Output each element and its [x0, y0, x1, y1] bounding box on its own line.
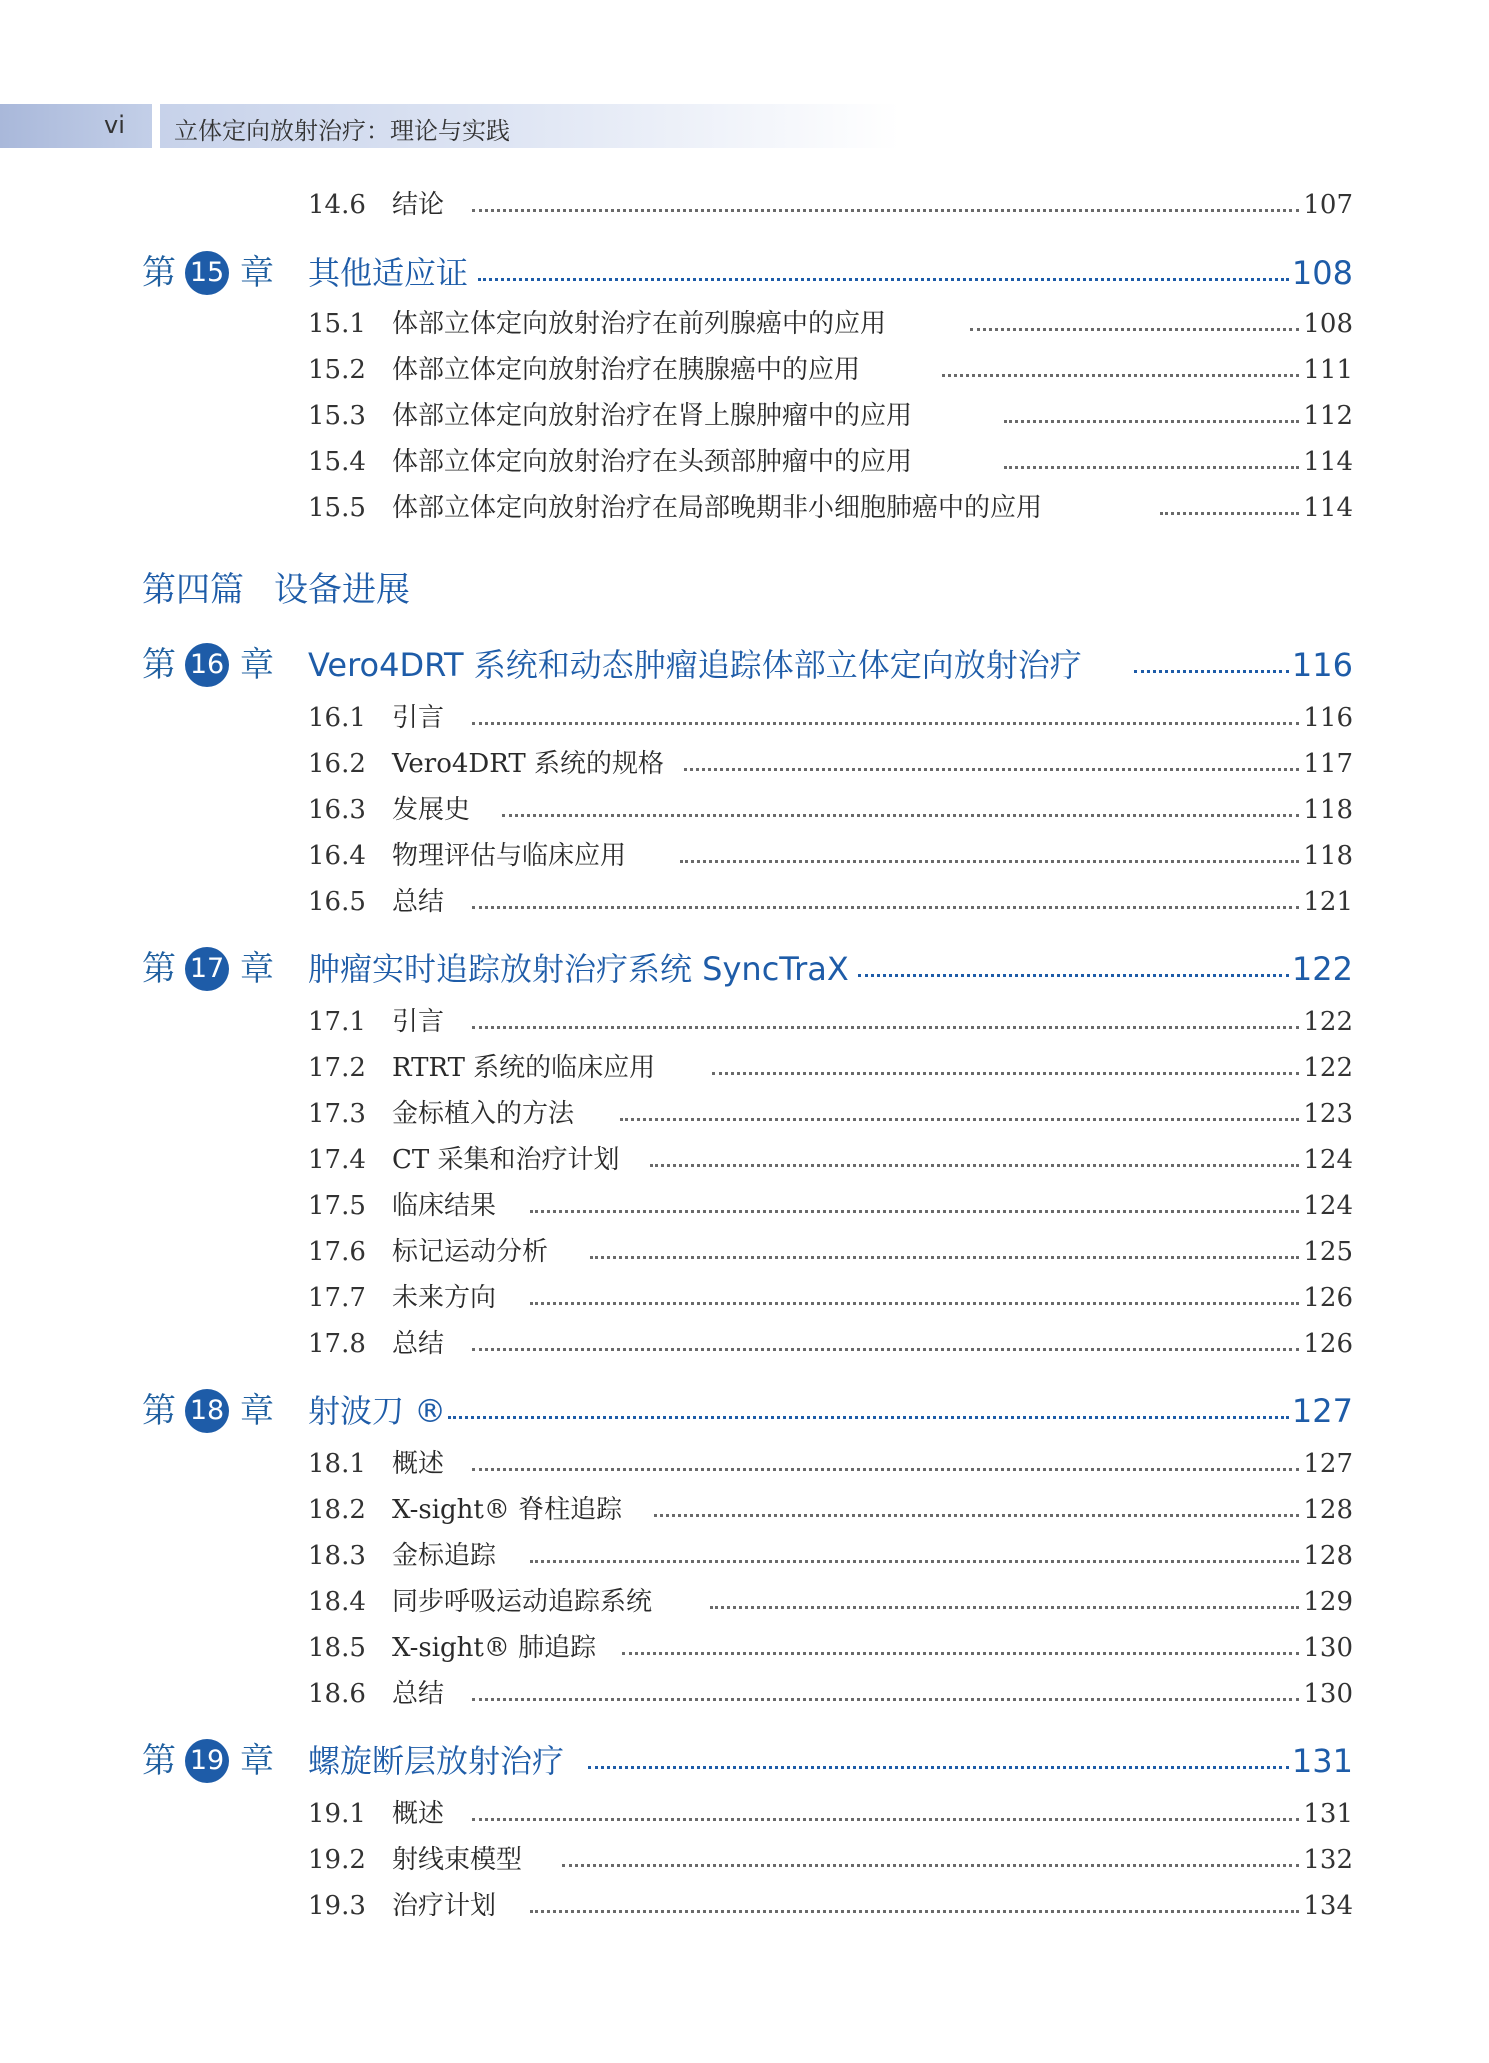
toc-section-row[interactable] — [0, 1140, 1489, 1180]
dot-leader — [710, 1606, 1299, 1609]
toc-section-row[interactable] — [0, 396, 1489, 436]
section-number: 18.3 — [308, 1541, 366, 1571]
section-number: 18.2 — [308, 1495, 366, 1525]
section-number: 16.2 — [308, 749, 366, 779]
book-title: 立体定向放射治疗：理论与实践 — [174, 117, 510, 145]
toc-section-row[interactable] — [0, 185, 1489, 225]
dot-leader — [472, 722, 1299, 725]
chapter-prefix: 第 — [142, 645, 176, 685]
dot-leader — [530, 1210, 1299, 1213]
section-number: 15.1 — [308, 309, 366, 339]
section-page: 114 — [1303, 447, 1353, 477]
toc-section-row[interactable] — [0, 698, 1489, 738]
dot-leader — [530, 1910, 1299, 1913]
dot-leader — [530, 1560, 1299, 1563]
section-page: 132 — [1303, 1845, 1353, 1875]
toc-section-row[interactable] — [0, 1490, 1489, 1530]
chapter-prefix: 第 — [142, 1741, 176, 1781]
section-title: 射线束模型 — [392, 1845, 523, 1875]
section-title: 治疗计划 — [392, 1891, 497, 1921]
toc-section-row[interactable] — [0, 882, 1489, 922]
chapter-page: 108 — [1291, 254, 1353, 292]
dot-leader — [502, 814, 1299, 817]
section-number: 19.2 — [308, 1845, 366, 1875]
chapter-title: 肿瘤实时追踪放射治疗系统 SyncTraX — [308, 950, 849, 988]
chapter-title: 射波刀 ® — [308, 1392, 447, 1430]
chapter-number-badge: 19 — [185, 1739, 229, 1783]
section-page: 117 — [1303, 749, 1353, 779]
section-number: 18.1 — [308, 1449, 366, 1479]
section-number: 18.5 — [308, 1633, 366, 1663]
chapter-number-badge: 17 — [185, 947, 229, 991]
section-page: 125 — [1303, 1237, 1353, 1267]
section-number: 16.5 — [308, 887, 366, 917]
section-title: 体部立体定向放射治疗在胰腺癌中的应用 — [392, 355, 861, 385]
toc-section-row[interactable] — [0, 1536, 1489, 1576]
dot-leader — [622, 1652, 1299, 1655]
dot-leader — [478, 278, 1289, 281]
section-number: 18.4 — [308, 1587, 366, 1617]
section-title: 总结 — [392, 887, 445, 917]
section-page: 108 — [1303, 309, 1353, 339]
toc-chapter-row[interactable] — [0, 942, 1489, 996]
chapter-page: 131 — [1291, 1742, 1353, 1780]
chapter-title: 螺旋断层放射治疗 — [308, 1742, 565, 1780]
section-page: 121 — [1303, 887, 1353, 917]
section-number: 17.8 — [308, 1329, 366, 1359]
toc-section-row[interactable] — [0, 1582, 1489, 1622]
section-title: 临床结果 — [392, 1191, 497, 1221]
part-heading[interactable] — [142, 562, 440, 611]
section-page: 126 — [1303, 1329, 1353, 1359]
dot-leader — [680, 860, 1299, 863]
toc-section-row[interactable] — [0, 790, 1489, 830]
section-page: 122 — [1303, 1007, 1353, 1037]
dot-leader — [472, 209, 1299, 212]
section-page: 118 — [1303, 795, 1353, 825]
page-number: vi — [104, 111, 125, 139]
dot-leader — [590, 1256, 1299, 1259]
part-label: 第四篇 — [142, 570, 244, 610]
chapter-suffix: 章 — [240, 253, 274, 293]
section-title: Vero4DRT 系统的规格 — [392, 749, 664, 779]
chapter-number-badge: 16 — [185, 643, 229, 687]
dot-leader — [620, 1118, 1299, 1121]
dot-leader — [970, 328, 1299, 331]
section-page: 123 — [1303, 1099, 1353, 1129]
toc-section-row[interactable] — [0, 1840, 1489, 1880]
section-page: 128 — [1303, 1541, 1353, 1571]
section-title: 发展史 — [392, 795, 471, 825]
dot-leader — [588, 1766, 1289, 1769]
section-title: 体部立体定向放射治疗在头颈部肿瘤中的应用 — [392, 447, 913, 477]
section-number: 14.6 — [308, 190, 366, 220]
section-page: 127 — [1303, 1449, 1353, 1479]
section-number: 15.4 — [308, 447, 366, 477]
dot-leader — [942, 374, 1299, 377]
dot-leader — [1160, 512, 1299, 515]
chapter-prefix: 第 — [142, 1391, 176, 1431]
toc-section-row[interactable] — [0, 350, 1489, 390]
section-page: 116 — [1303, 703, 1353, 733]
toc-section-row[interactable] — [0, 304, 1489, 344]
section-title: 体部立体定向放射治疗在前列腺癌中的应用 — [392, 309, 887, 339]
toc-section-row[interactable] — [0, 1794, 1489, 1834]
toc-section-row[interactable] — [0, 836, 1489, 876]
section-number: 17.6 — [308, 1237, 366, 1267]
section-number: 17.2 — [308, 1053, 366, 1083]
section-page: 124 — [1303, 1191, 1353, 1221]
dot-leader — [712, 1072, 1299, 1075]
running-header — [0, 104, 900, 148]
toc-chapter-row[interactable] — [0, 638, 1489, 692]
section-number: 17.3 — [308, 1099, 366, 1129]
chapter-suffix: 章 — [240, 1741, 274, 1781]
toc-chapter-row[interactable] — [0, 1384, 1489, 1438]
dot-leader — [654, 1514, 1299, 1517]
section-title: X-sight® 脊柱追踪 — [392, 1495, 623, 1525]
chapter-page: 127 — [1291, 1392, 1353, 1430]
chapter-suffix: 章 — [240, 949, 274, 989]
dot-leader — [1004, 420, 1299, 423]
section-number: 17.1 — [308, 1007, 366, 1037]
toc-section-row[interactable] — [0, 1278, 1489, 1318]
header-left-band — [0, 104, 152, 148]
section-title: 总结 — [392, 1329, 445, 1359]
chapter-prefix: 第 — [142, 949, 176, 989]
toc-section-row[interactable] — [0, 488, 1489, 528]
chapter-title: Vero4DRT 系统和动态肿瘤追踪体部立体定向放射治疗 — [308, 646, 1082, 684]
dot-leader — [858, 974, 1289, 977]
section-page: 118 — [1303, 841, 1353, 871]
chapter-suffix: 章 — [240, 645, 274, 685]
chapter-number-badge: 15 — [185, 251, 229, 295]
dot-leader — [1134, 670, 1289, 673]
section-page: 114 — [1303, 493, 1353, 523]
section-title: 概述 — [392, 1799, 445, 1829]
section-page: 130 — [1303, 1679, 1353, 1709]
chapter-page: 122 — [1291, 950, 1353, 988]
section-title: X-sight® 肺追踪 — [392, 1633, 597, 1663]
dot-leader — [650, 1164, 1299, 1167]
chapter-number-badge: 18 — [185, 1389, 229, 1433]
section-number: 15.2 — [308, 355, 366, 385]
toc-section-row[interactable] — [0, 1628, 1489, 1668]
toc-section-row[interactable] — [0, 1186, 1489, 1226]
section-title: 概述 — [392, 1449, 445, 1479]
section-page: 129 — [1303, 1587, 1353, 1617]
toc-section-row[interactable] — [0, 1094, 1489, 1134]
section-number: 17.5 — [308, 1191, 366, 1221]
chapter-title: 其他适应证 — [308, 254, 469, 292]
section-title: 未来方向 — [392, 1283, 497, 1313]
toc-section-row[interactable] — [0, 1674, 1489, 1714]
section-number: 16.3 — [308, 795, 366, 825]
section-page: 124 — [1303, 1145, 1353, 1175]
section-number: 15.3 — [308, 401, 366, 431]
dot-leader — [472, 906, 1299, 909]
dot-leader — [472, 1348, 1299, 1351]
chapter-page: 116 — [1291, 646, 1353, 684]
section-number: 16.4 — [308, 841, 366, 871]
dot-leader — [562, 1864, 1299, 1867]
section-page: 126 — [1303, 1283, 1353, 1313]
section-title: 物理评估与临床应用 — [392, 841, 627, 871]
section-number: 19.1 — [308, 1799, 366, 1829]
toc-section-row[interactable] — [0, 1048, 1489, 1088]
section-title: 引言 — [392, 703, 445, 733]
section-page: 131 — [1303, 1799, 1353, 1829]
toc-section-row[interactable] — [0, 1232, 1489, 1272]
section-title: 引言 — [392, 1007, 445, 1037]
dot-leader — [472, 1818, 1299, 1821]
chapter-prefix: 第 — [142, 253, 176, 293]
toc-section-row[interactable] — [0, 1886, 1489, 1926]
section-title: 结论 — [392, 190, 445, 220]
dot-leader — [472, 1026, 1299, 1029]
section-title: RTRT 系统的临床应用 — [392, 1053, 656, 1083]
toc-section-row[interactable] — [0, 1324, 1489, 1364]
section-number: 17.7 — [308, 1283, 366, 1313]
section-page: 111 — [1303, 355, 1353, 385]
section-number: 16.1 — [308, 703, 366, 733]
section-number: 15.5 — [308, 493, 366, 523]
section-title: 总结 — [392, 1679, 445, 1709]
section-title: 体部立体定向放射治疗在局部晚期非小细胞肺癌中的应用 — [392, 493, 1043, 523]
chapter-suffix: 章 — [240, 1391, 274, 1431]
section-page: 134 — [1303, 1891, 1353, 1921]
section-title: 同步呼吸运动追踪系统 — [392, 1587, 653, 1617]
dot-leader — [684, 768, 1299, 771]
section-page: 122 — [1303, 1053, 1353, 1083]
dot-leader — [448, 1416, 1289, 1419]
toc-section-row[interactable] — [0, 1002, 1489, 1042]
toc-section-row[interactable] — [0, 442, 1489, 482]
dot-leader — [530, 1302, 1299, 1305]
section-page: 112 — [1303, 401, 1353, 431]
dot-leader — [472, 1468, 1299, 1471]
section-title: 金标追踪 — [392, 1541, 497, 1571]
toc-section-row[interactable] — [0, 1444, 1489, 1484]
section-title: 体部立体定向放射治疗在肾上腺肿瘤中的应用 — [392, 401, 913, 431]
section-page: 130 — [1303, 1633, 1353, 1663]
section-number: 19.3 — [308, 1891, 366, 1921]
section-title: 金标植入的方法 — [392, 1099, 575, 1129]
section-page: 128 — [1303, 1495, 1353, 1525]
toc-chapter-row[interactable] — [0, 246, 1489, 300]
dot-leader — [1004, 466, 1299, 469]
section-title: CT 采集和治疗计划 — [392, 1145, 620, 1175]
toc-section-row[interactable] — [0, 744, 1489, 784]
section-number: 18.6 — [308, 1679, 366, 1709]
part-title: 设备进展 — [274, 570, 410, 610]
dot-leader — [472, 1698, 1299, 1701]
section-title: 标记运动分析 — [392, 1237, 549, 1267]
section-page: 107 — [1303, 190, 1353, 220]
section-number: 17.4 — [308, 1145, 366, 1175]
toc-chapter-row[interactable] — [0, 1734, 1489, 1788]
